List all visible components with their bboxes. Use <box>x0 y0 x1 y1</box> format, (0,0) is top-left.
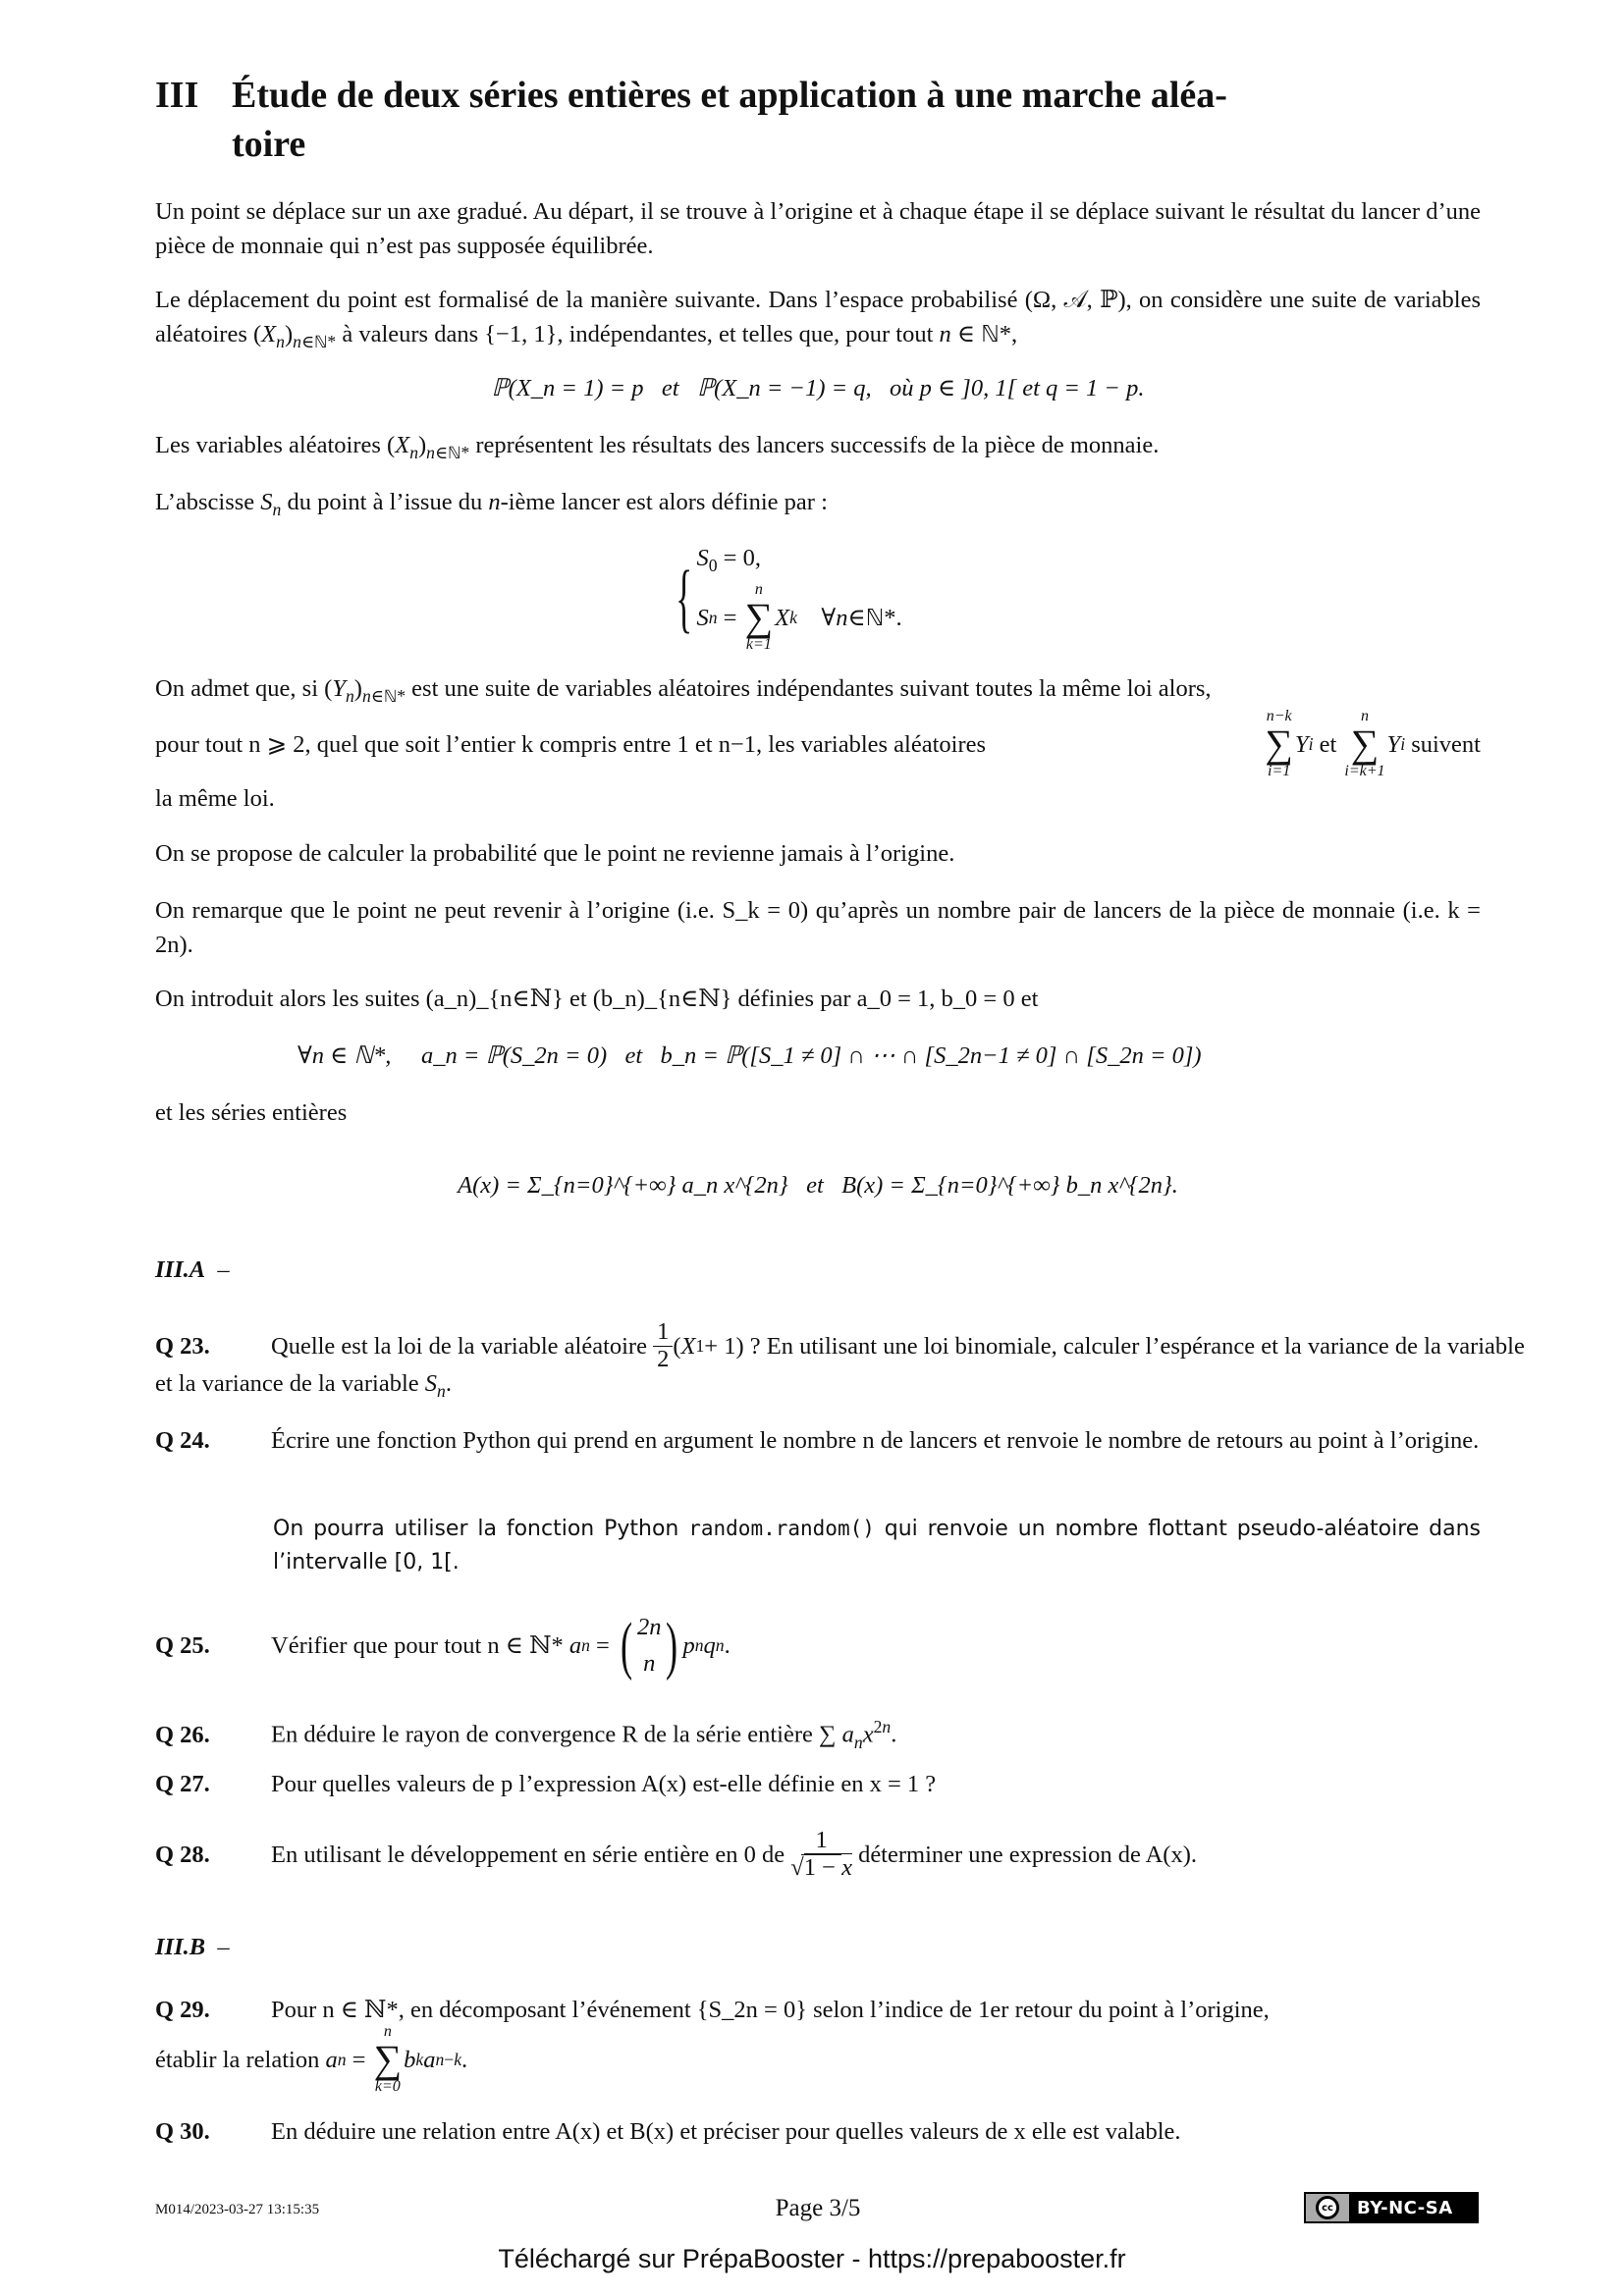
question-26: Q 26. En déduire le rayon de convergence R de la série entière ∑ $a_nx^{2n}$. <box>155 1717 897 1752</box>
binomial-coefficient: ( 2n n ) <box>620 1609 678 1682</box>
paragraph-formal: Le déplacement du point est formalisé de la manière suivante. Dans l’espace probabilisé (Ω, 𝒜, ℙ), on considère une suite de variables aléatoires $(X_n)_{n\in ℕ*}$ à valeurs dans {−1, 1}, indépendantes, et telles que, pour tout n ∈ ℕ*, <box>155 287 1481 352</box>
note-text: On pourra utiliser la fonction Python <box>273 1517 679 1541</box>
question-27 <box>155 1767 1481 1801</box>
fraction: $\frac{1}{√1 - x}$ <box>790 1827 852 1881</box>
cc-icon: cc <box>1316 2196 1339 2219</box>
question-text: Vérifier que pour tout n ∈ ℕ* <box>271 1632 564 1660</box>
question-23-line2: et la variance de la variable $S_n$. <box>155 1370 452 1402</box>
question-24 <box>155 1423 1481 1458</box>
equation-probabilities <box>155 371 1481 405</box>
equation-an-bn <box>155 1039 1481 1073</box>
question-label: Q 30. <box>155 2118 210 2145</box>
subsection-label: III.A <box>155 1256 206 1283</box>
download-notice: Téléchargé sur PrépaBooster - https://prepabooster.fr <box>498 2244 1126 2273</box>
question-text: Pour quelles valeurs de p l’expression A(x) est-elle définie en x = 1 ? <box>271 1771 937 1797</box>
text: On admet que, si <box>155 675 325 702</box>
paragraph-introduit: On introduit alors les suites (a_n)_{n∈ℕ} et (b_n)_{n∈ℕ} définies par a_0 = 1, b_0 = 0 et <box>155 986 1039 1012</box>
question-text: ? En utilisant une loi binomiale, calculer l’espérance et la variance de la variable <box>749 1332 1525 1360</box>
equation-text: ∀n ∈ ℕ*, a_n = ℙ(S_2n = 0) et b_n = ℙ([S_1 ≠ 0] ∩ ⋯ ∩ [S_2n−1 ≠ 0] ∩ [S_2n = 0]) <box>298 1042 1202 1069</box>
question-25: Q 25. Vérifier que pour tout n ∈ ℕ* a n = ( 2n n ) p n q n . <box>155 1609 731 1682</box>
text: Les variables aléatoires <box>155 432 388 458</box>
text: suivent <box>1411 730 1481 758</box>
license-badge <box>1304 2192 1479 2223</box>
equation-text: ℙ(X_n = 1) = p et ℙ(X_n = −1) = q, où p ∈ ]0, 1[ et q = 1 − p. <box>491 375 1145 401</box>
question-text: Quelle est la loi de la variable aléatoire <box>271 1332 647 1360</box>
question-label: Q 28. <box>155 1841 210 1868</box>
question-30 <box>155 2114 1481 2149</box>
equation-sn-system: { $S_0 = 0$, S n = n ∑ k=1 X k ∀ n ∈ ℕ *. <box>676 545 902 654</box>
question-text: En déduire le rayon de convergence R de la série entière <box>271 1721 813 1748</box>
question-28 <box>155 1828 1481 1882</box>
paragraph-abscisse: L’abscisse $S_n$ du point à l’issue du n-ième lancer est alors définie par : <box>155 489 828 520</box>
note-text: qui renvoie un nombre flottant pseudo-aléatoire dans l’intervalle [0, 1[. <box>273 1517 1482 1575</box>
dash: – <box>217 1256 230 1283</box>
paragraph-admet-line2: pour tout n ⩾ 2, quel que soit l’entier k compris entre 1 et n−1, les variables aléatoires n−k ∑ i=1 Y i et n ∑ i=k+1 Y i suivent <box>155 708 1481 779</box>
question-29 <box>155 1993 1481 2027</box>
paragraph-intro: Un point se déplace sur un axe gradué. Au départ, il se trouve à l’origine et à chaque étape il se déplace suivant le résultat du lancer d’une pièce de monnaie qui n’est pas supposée équilibrée. <box>155 198 1481 259</box>
section-number: III <box>155 75 199 116</box>
question-label: Q 27. <box>155 1771 210 1797</box>
paragraph-propose: On se propose de calculer la probabilité que le point ne revienne jamais à l’origine. <box>155 840 955 867</box>
question-text: déterminer une expression de A(x). <box>858 1841 1197 1868</box>
text: à valeurs dans {−1, 1}, indépendantes, et telles que, pour tout <box>336 321 940 347</box>
subsection-a <box>155 1253 1481 1287</box>
brace: { <box>676 554 693 640</box>
section-title-line2: toire <box>232 124 306 165</box>
paragraph-admet: On admet que, si $(Y_n)_{n\in ℕ*}$ est une suite de variables aléatoires indépendantes suivant toutes la même loi alors, <box>155 675 1212 707</box>
question-text: établir la relation <box>155 2046 320 2073</box>
question-text: En déduire une relation entre A(x) et B(x) et préciser pour quelles valeurs de x elle est valable. <box>271 2118 1181 2145</box>
text: L’abscisse <box>155 489 261 515</box>
paragraph-admet-line3: la même loi. <box>155 785 275 812</box>
text: pour tout n ⩾ 2, quel que soit l’entier k compris entre 1 et n−1, les variables aléatoires <box>155 730 987 758</box>
text: Le déplacement du point est formalisé de la manière suivante. Dans l’espace probabilisé (Ω, 𝒜, ℙ), on considère une suite de variables aléatoires <box>155 287 1481 347</box>
license-text: BY-NC-SA <box>1357 2197 1453 2218</box>
subsection-label: III.B <box>155 1934 206 1960</box>
text: du point à l’issue du <box>281 489 489 515</box>
page-number: Page 3/5 <box>775 2195 861 2221</box>
question-text: Écrire une fonction Python qui prend en argument le nombre n de lancers et renvoie le nombre de retours au point à l’origine. <box>271 1427 1480 1454</box>
code-snippet: random.random() <box>688 1517 875 1540</box>
paragraph-remarque: On remarque que le point ne peut revenir à l’origine (i.e. S_k = 0) qu’après un nombre pair de lancers de la pièce de monnaie (i.e. k = 2n). <box>155 897 1481 958</box>
equation-series <box>155 1168 1481 1202</box>
question-23: Q 23. Quelle est la loi de la variable aléatoire $\frac{1}{2}$ ( X 1 + 1) ? En utilisant une loi binomiale, calculer l’espérance et la variance de la variable <box>155 1318 1525 1372</box>
question-label: Q 25. <box>155 1632 210 1660</box>
section-title <box>155 71 1481 169</box>
subsection-b <box>155 1930 1481 1964</box>
text: -ième lancer est alors définie par : <box>500 489 828 515</box>
document-code: M014/2023-03-27 13:15:35 <box>155 2202 320 2217</box>
text: est une suite de variables aléatoires indépendantes suivant toutes la même loi alors, <box>406 675 1212 702</box>
paragraph-series: et les séries entières <box>155 1099 348 1126</box>
text: et <box>1319 730 1337 758</box>
question-label: Q 24. <box>155 1427 210 1454</box>
question-text: Pour n ∈ ℕ*, en décomposant l’événement {S_2n = 0} selon l’indice de 1er retour du point à l’origine, <box>271 1997 1270 2023</box>
question-label: Q 23. <box>155 1332 210 1360</box>
question-29-line2: établir la relation a n = n ∑ k=0 b k a n−k . <box>155 2023 468 2095</box>
question-label: Q 29. <box>155 1997 210 2023</box>
dash: – <box>217 1934 230 1960</box>
equation-text: A(x) = Σ_{n=0}^{+∞} a_n x^{2n} et B(x) = Σ_{n=0}^{+∞} b_n x^{2n}. <box>458 1172 1178 1199</box>
section-title-line1: Étude de deux séries entières et application à une marche aléa- <box>232 75 1227 116</box>
question-24-note <box>273 1512 1481 1579</box>
question-label: Q 26. <box>155 1721 210 1748</box>
question-text: En utilisant le développement en série entière en 0 de <box>271 1841 785 1868</box>
paragraph-variables: Les variables aléatoires $(X_n)_{n\in ℕ*}$ représentent les résultats des lancers successifs de la pièce de monnaie. <box>155 432 1160 463</box>
text: représentent les résultats des lancers successifs de la pièce de monnaie. <box>469 432 1160 458</box>
